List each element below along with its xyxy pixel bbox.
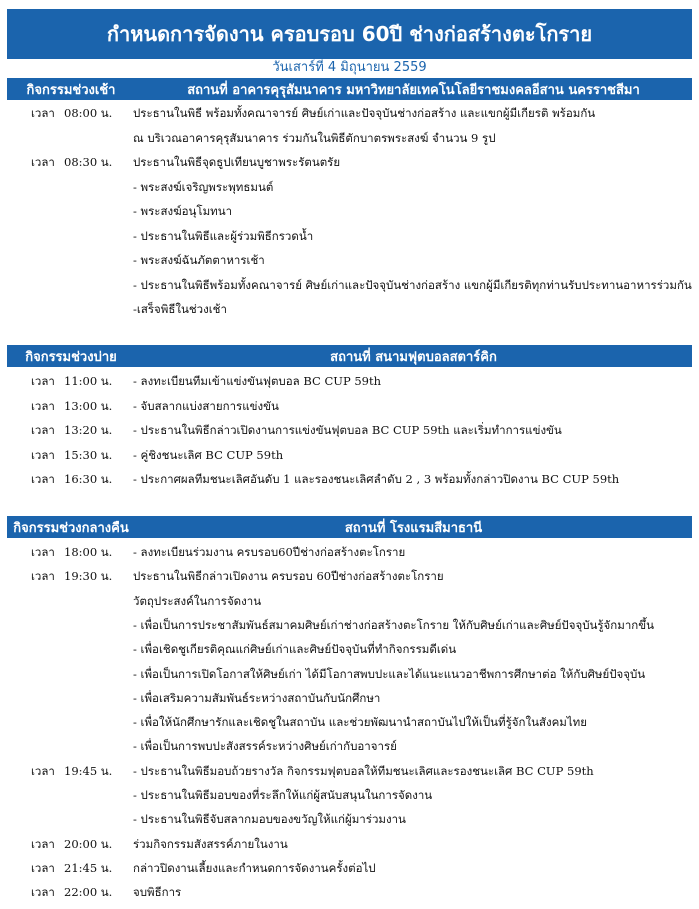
activity-text: กล่าวปิดงานเลี้ยงและกำหนดการจัดงานครั้งต่อไป [133, 860, 376, 875]
schedule-row [0, 467, 699, 491]
time-value: 20:00 น. [64, 836, 113, 851]
activity-text: - ประกาศผลทีมชนะเลิศอันดับ 1 และรองชนะเลิศลำดับ 2 , 3 พร้อมทั้งกล่าวปิดงาน BC CUP 59th [133, 472, 620, 486]
activity-text: วัตถุประสงค์ในการจัดงาน [133, 593, 262, 608]
time-word: เวลา [31, 885, 55, 900]
section-header [7, 345, 692, 367]
schedule-row [0, 443, 699, 467]
time-word: เวลา [31, 763, 55, 778]
schedule-row [0, 175, 699, 199]
activity-text: - เพื่อให้นักศึกษารักและเชิดชูในสถาบัน และช่วยพัฒนานำสถาบันไปให้เป็นที่รู้จักในสังคมไทย [133, 715, 587, 730]
activity-text: - จับสลากแบ่งสายการแข่งขัน [133, 398, 279, 413]
schedule-row [0, 783, 699, 807]
time-value: 11:00 น. [64, 374, 113, 388]
activity-text: - ประธานในพิธีพร้อมทั้งคณาจารย์ ศิษย์เก่าและปัจจุบันช่างก่อสร้าง แขกผู้มีเกียรติทุกท่านรับประทานอาหารร่วมกัน [133, 277, 692, 292]
time-word: เวลา [31, 447, 55, 462]
time-word: เวลา [31, 472, 55, 486]
activity-text: - ลงทะเบียนทีมเข้าแข่งขันฟุตบอล BC CUP 59th [133, 374, 381, 388]
schedule-row [0, 126, 699, 150]
event-date: วันเสาร์ที่ 4 มิถุนายน 2559 [272, 60, 427, 75]
time-word: เวลา [31, 545, 55, 559]
time-word: เวลา [31, 398, 55, 413]
time-value: 13:00 น. [64, 398, 113, 413]
schedule-row [0, 369, 699, 393]
activity-text: - คู่ชิงชนะเลิศ BC CUP 59th [133, 447, 284, 462]
activity-text: - เพื่อเป็นการประชาสัมพันธ์สมาคมศิษย์เก่าช่างก่อสร้างตะโกราย ให้กับศิษย์เก่าและศิษย์ปัจจุบันรู้จักมากขึ้น [133, 617, 654, 632]
schedule-row [0, 856, 699, 880]
activity-text: - เพื่อเป็นการพบปะสังสรรค์ระหว่างศิษย์เก่ากับอาจารย์ [133, 739, 397, 754]
schedule-row [0, 418, 699, 442]
activity-text: - ประธานในพิธีและผู้ร่วมพิธีกรวดน้ำ [133, 228, 314, 243]
schedule-row [0, 686, 699, 710]
activity-text: - พระสงฆ์เจริญพระพุทธมนต์ [133, 179, 274, 194]
time-word: เวลา [31, 423, 55, 437]
schedule-row [0, 199, 699, 223]
time-value: 15:30 น. [64, 447, 113, 462]
schedule-row [0, 613, 699, 637]
section-label: กิจกรรมช่วงกลางคืน [13, 520, 129, 536]
section-header [7, 78, 692, 100]
schedule-row [0, 540, 699, 564]
schedule-row [0, 394, 699, 418]
activity-text: ประธานในพิธีจุดธูปเทียนบูชาพระรัตนตรัย [133, 155, 341, 169]
activity-text: ประธานในพิธีกล่าวเปิดงาน ครบรอบ 60ปีช่างก่อสร้างตะโกราย [133, 569, 444, 584]
activity-text: - ประธานในพิธีมอบของที่ระลึกให้แก่ผู้สนับสนุนในการจัดงาน [133, 788, 433, 802]
activity-text: - ลงทะเบียนร่วมงาน ครบรอบ60ปีช่างก่อสร้างตะโกราย [133, 545, 406, 559]
activity-text: - ประธานในพิธีมอบถ้วยรางวัล กิจกรรมฟุตบอลให้ทีมชนะเลิศและรองชนะเลิศ BC CUP 59th [133, 763, 594, 778]
activity-text: - ประธานในพิธีกล่าวเปิดงานการแข่งขันฟุตบอล BC CUP 59th และเริ่มทำการแข่งขัน [133, 423, 562, 437]
schedule-row [0, 589, 699, 613]
schedule-row [0, 710, 699, 734]
activity-text: - ประธานในพิธีจับสลากมอบของขวัญให้แก่ผู้มาร่วมงาน [133, 812, 406, 827]
time-word: เวลา [31, 374, 55, 388]
schedule-row [0, 564, 699, 588]
activity-text: - พระสงฆ์อนุโมทนา [133, 204, 233, 218]
schedule-row [0, 734, 699, 758]
schedule-row [0, 637, 699, 661]
schedule-row [0, 224, 699, 248]
time-value: 21:45 น. [64, 860, 113, 875]
time-value: 18:00 น. [64, 545, 113, 559]
time-value: 16:30 น. [64, 472, 113, 486]
activity-text: - เพื่อเสริมความสัมพันธ์ระหว่างสถาบันกับนักศึกษา [133, 690, 381, 705]
time-word: เวลา [31, 155, 55, 169]
section-header [7, 516, 692, 538]
time-value: 19:45 น. [64, 763, 113, 778]
activity-text: จบพิธีการ [133, 885, 182, 900]
activity-text: - เพื่อเป็นการเปิดโอกาสให้ศิษย์เก่า ได้มีโอกาสพบปะและได้แนะแนวอาชีพการศึกษาต่อ ให้กับศิษย์ปัจจุบัน [133, 666, 646, 681]
activity-text: ประธานในพิธี พร้อมทั้งคณาจารย์ ศิษย์เก่าและปัจจุบันช่างก่อสร้าง และแขกผู้มีเกียรติ พร้อมกัน [133, 106, 596, 120]
schedule-row [0, 273, 699, 297]
section-venue: สถานที่ โรงแรมสีมาธานี [344, 520, 483, 536]
time-value: 13:20 น. [64, 423, 113, 437]
time-value: 19:30 น. [64, 569, 113, 584]
activity-text: ร่วมกิจกรรมสังสรรค์ภายในงาน [133, 836, 288, 851]
schedule-row [0, 807, 699, 831]
schedule-row [0, 759, 699, 783]
schedule-row [0, 662, 699, 686]
schedule-row [0, 101, 699, 125]
schedule-row [0, 832, 699, 856]
section-venue: สถานที่ อาคารคุรุสัมนาคาร มหาวิทยาลัยเทคโนโลยีราชมงคลอีสาน นครราชสีมา [187, 82, 640, 98]
activity-text: -เสร็จพิธีในช่วงเช้า [133, 302, 227, 316]
schedule-row [0, 150, 699, 174]
activity-text: - เพื่อเชิดชูเกียรติคุณแก่ศิษย์เก่าและศิษย์ปัจจุบันที่ทำกิจกรรมดีเด่น [133, 642, 457, 657]
time-word: เวลา [31, 106, 55, 120]
time-value: 08:00 น. [64, 106, 113, 120]
activity-text: - พระสงฆ์ฉันภัตตาหารเช้า [133, 253, 265, 267]
schedule-row [0, 248, 699, 272]
page-title: กำหนดการจัดงาน ครอบรอบ 60ปี ช่างก่อสร้างตะโกราย [7, 9, 692, 59]
time-word: เวลา [31, 569, 55, 584]
section-venue: สถานที่ สนามฟุตบอลสตาร์คิก [330, 349, 497, 365]
time-value: 22:00 น. [64, 885, 113, 900]
time-word: เวลา [31, 836, 55, 851]
activity-text: ณ บริเวณอาคารคุรุสัมนาคาร ร่วมกันในพิธีตักบาตรพระสงฆ์ จำนวน 9 รูป [133, 130, 496, 145]
section-label: กิจกรรมช่วงเช้า [26, 82, 116, 98]
schedule-row [0, 880, 699, 904]
time-word: เวลา [31, 860, 55, 875]
time-value: 08:30 น. [64, 155, 113, 169]
section-label: กิจกรรมช่วงบ่าย [25, 349, 117, 365]
schedule-row [0, 297, 699, 321]
